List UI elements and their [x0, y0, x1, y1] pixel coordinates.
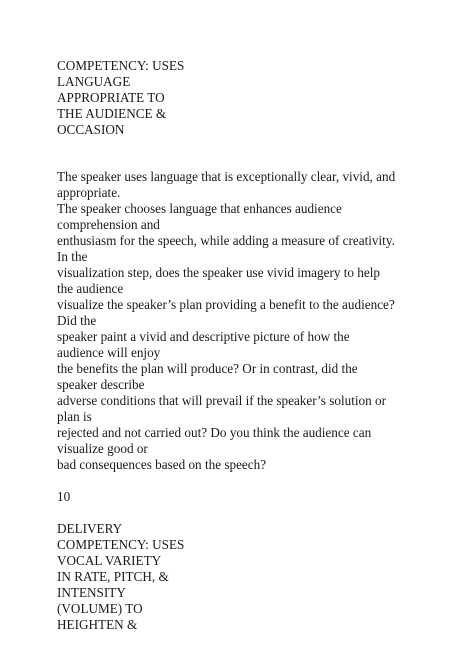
- section2-line: IN RATE, PITCH, &: [57, 569, 169, 584]
- body-line: plan is: [57, 409, 92, 424]
- heading-line: THE AUDIENCE &: [57, 106, 167, 121]
- body-line: Did the: [57, 313, 97, 328]
- heading-line: COMPETENCY: USES: [57, 58, 185, 73]
- body-line: the audience: [57, 281, 124, 296]
- section2-line: COMPETENCY: USES: [57, 537, 185, 552]
- body-line: speaker paint a vivid and descriptive picture of how the: [57, 329, 350, 344]
- heading-line: APPROPRIATE TO: [57, 90, 165, 105]
- section2-line: INTENSITY: [57, 585, 126, 600]
- body-line: the benefits the plan will produce? Or in contrast, did the: [57, 361, 358, 376]
- body-line: The speaker chooses language that enhances audience: [57, 201, 342, 216]
- body-line: In the: [57, 249, 88, 264]
- body-line: comprehension and: [57, 217, 160, 232]
- body-line: adverse conditions that will prevail if the speaker’s solution or: [57, 393, 386, 408]
- section2-line: DELIVERY: [57, 521, 123, 536]
- body-line: audience will enjoy: [57, 345, 161, 360]
- body-line: visualization step, does the speaker use vivid imagery to help: [57, 265, 381, 280]
- heading-line: LANGUAGE: [57, 74, 131, 89]
- section2-line: HEIGHTEN &: [57, 617, 138, 632]
- body-line: visualize the speaker’s plan providing a benefit to the audience?: [57, 297, 395, 312]
- body-line: bad consequences based on the speech?: [57, 457, 267, 472]
- body-line: visualize good or: [57, 441, 148, 456]
- section2-line: (VOLUME) TO: [57, 601, 143, 616]
- score-value: 10: [57, 489, 71, 504]
- section2-line: VOCAL VARIETY: [57, 553, 162, 568]
- body-line: enthusiasm for the speech, while adding a measure of creativity.: [57, 233, 395, 248]
- body-line: speaker describe: [57, 377, 145, 392]
- heading-line: OCCASION: [57, 122, 125, 137]
- body-line: The speaker uses language that is exceptionally clear, vivid, and: [57, 169, 396, 184]
- body-line: appropriate.: [57, 185, 121, 200]
- body-line: rejected and not carried out? Do you think the audience can: [57, 425, 372, 440]
